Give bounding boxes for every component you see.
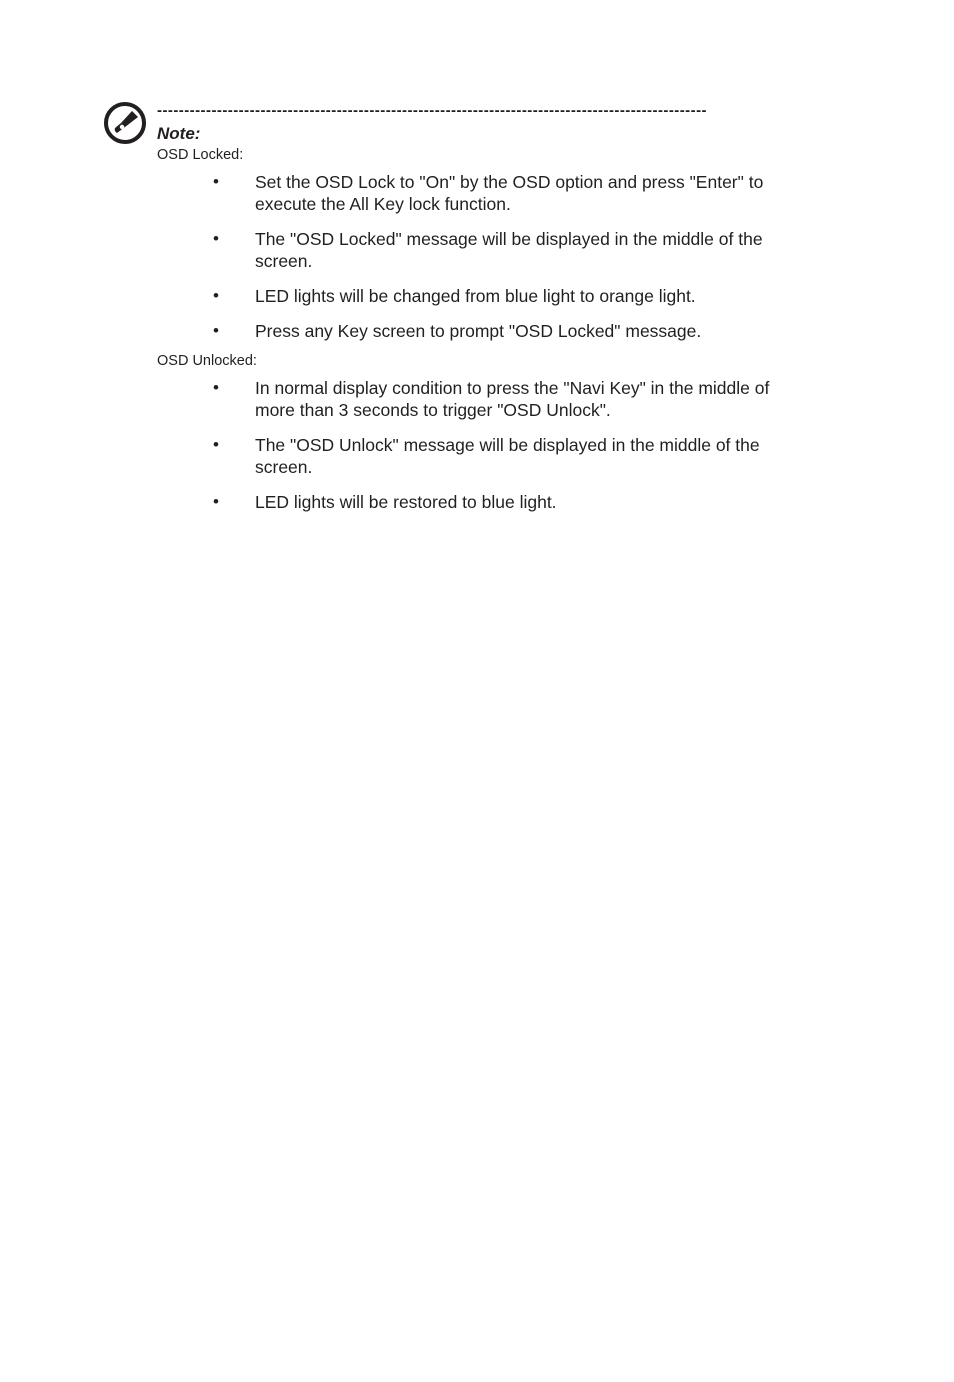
- bullet: •: [213, 321, 219, 340]
- osd-locked-list: [213, 171, 813, 342]
- note-separator: -----------------------------------------------------------------------------------------------------: [157, 102, 707, 119]
- bullet: •: [213, 378, 219, 397]
- list-item: [213, 491, 813, 513]
- list-item-text: LED lights will be restored to blue light.: [255, 492, 557, 512]
- list-item: [213, 377, 813, 421]
- list-item-text: The "OSD Locked" message will be displayed in the middle of the screen.: [255, 229, 763, 271]
- list-item-text: The "OSD Unlock" message will be displayed in the middle of the screen.: [255, 435, 760, 477]
- list-item-text: LED lights will be changed from blue light to orange light.: [255, 286, 696, 306]
- bullet: •: [213, 435, 219, 454]
- bullet: •: [213, 172, 219, 191]
- list-item: [213, 285, 813, 307]
- list-item: [213, 434, 813, 478]
- note-icon: [102, 100, 148, 146]
- note-title: Note:: [157, 124, 201, 143]
- list-item: [213, 228, 813, 272]
- bullet: •: [213, 229, 219, 248]
- section-label-osd-unlocked: OSD Unlocked:: [157, 353, 257, 369]
- list-item: [213, 320, 813, 342]
- bullet: •: [213, 286, 219, 305]
- bullet: •: [213, 492, 219, 511]
- list-item: [213, 171, 813, 215]
- list-item-text: Press any Key screen to prompt "OSD Locked" message.: [255, 321, 702, 341]
- list-item-text: In normal display condition to press the "Navi Key" in the middle of more than 3 seconds to trigger "OSD Unlock".: [255, 378, 770, 420]
- section-label-osd-locked: OSD Locked:: [157, 147, 244, 163]
- list-item-text: Set the OSD Lock to "On" by the OSD option and press "Enter" to execute the All Key lock function.: [255, 172, 764, 214]
- osd-unlocked-list: [213, 377, 813, 513]
